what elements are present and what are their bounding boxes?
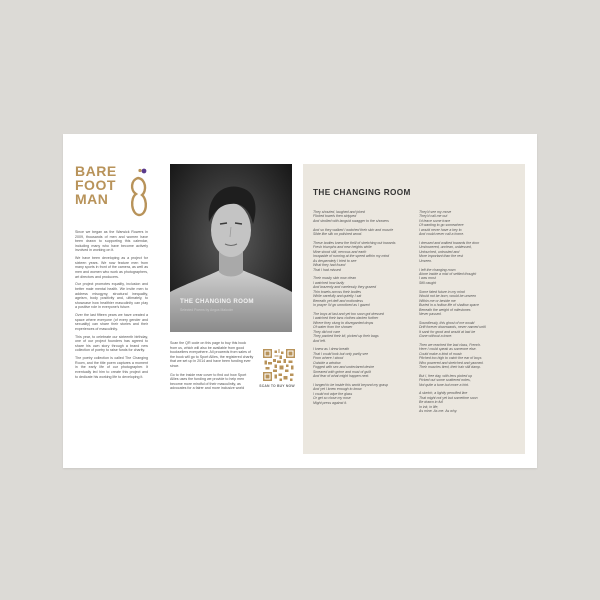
cover-subtitle: Selected Poems by Angus Malcolm bbox=[180, 308, 234, 312]
poem-line: While carefully and quietly I sat bbox=[313, 294, 362, 299]
poem-panel bbox=[303, 164, 525, 454]
poem-line: Might press against it. bbox=[313, 400, 348, 405]
poem-stanza bbox=[419, 268, 521, 286]
intro-paragraph: This year, to celebrate our sixteenth birthday, one of our project founders has agreed to share his own story through a brand new collection of poetry to raise funds for charity. bbox=[75, 334, 148, 353]
poem-line: In prayer I'd go unnoticed as I gazed bbox=[313, 303, 370, 308]
poem-line: Buried in a hollow life of shallow space bbox=[419, 303, 479, 308]
poem-line: Or get so close my nose bbox=[313, 396, 351, 401]
poem-stanza bbox=[313, 347, 415, 378]
intro-paragraph: The poetry collection is called The Changing Room, and the title poem captures a moment in the early life of our photographer. It eventually led him to create this project and to dedicate his working life to developing it. bbox=[75, 356, 148, 379]
brochure-spread bbox=[63, 134, 537, 468]
intro-text-column bbox=[75, 230, 148, 382]
poem-stanza bbox=[313, 276, 415, 307]
poem-line: Never passed. bbox=[419, 311, 442, 316]
poem-stanza bbox=[313, 383, 415, 405]
poem-line: Beneath the weight of milestones bbox=[419, 307, 471, 312]
poem-line: Could make a kind of music bbox=[419, 351, 462, 356]
qr-caption: SCAN TO BUY NOW bbox=[259, 384, 295, 388]
poem-stanza bbox=[419, 391, 521, 413]
poem-line: Soundlessly, this ghost of me would bbox=[419, 320, 475, 325]
poem-line: I longed to be inside this world beyond my grasp bbox=[313, 382, 388, 387]
poem-line: Would not be born, would be unseen bbox=[419, 294, 477, 299]
logo-line-2: FOOT bbox=[75, 177, 116, 193]
poem-line: Unseen. bbox=[419, 258, 433, 263]
poem-line: They'd see my move bbox=[419, 210, 452, 214]
poem-line: Who powered and stretched and yawned. bbox=[419, 360, 484, 365]
footprint-icon bbox=[129, 168, 149, 218]
poem-line: And yet I knew enough to know bbox=[313, 387, 362, 392]
poem-line: And so they walked I watched their skin and muscle bbox=[313, 227, 394, 232]
poem-line: Unshowered, unclean, unblessed, bbox=[419, 245, 472, 250]
poem-stanza bbox=[419, 343, 521, 370]
book-cover bbox=[170, 164, 292, 332]
poem-line: Drift forever downwards, never named until bbox=[419, 325, 486, 330]
poem-line: That I had missed bbox=[313, 267, 341, 272]
poem-line: Flicked towels then stripped bbox=[313, 214, 357, 219]
poem-line: The boys at last and yet too soon got dressed bbox=[313, 311, 384, 316]
poem-line: Then we reached the last class, French. bbox=[419, 342, 482, 347]
poem-line: And strolled with languid swagger to the showers bbox=[313, 218, 389, 223]
poem-line: Within me or beside me bbox=[419, 298, 456, 303]
poem-line: But I, free day, with lens picked up bbox=[419, 373, 473, 378]
poem-column-left bbox=[313, 210, 415, 409]
poem-stanza bbox=[419, 210, 521, 237]
poem-line: And fear of what might happen next. bbox=[313, 373, 370, 378]
poem-stanza bbox=[419, 241, 521, 263]
poem-stanza bbox=[313, 241, 415, 272]
poem-line: They did not care bbox=[313, 329, 341, 334]
poem-line: That I could look but only partly see bbox=[313, 351, 369, 356]
poem-line: Still caught bbox=[419, 280, 437, 285]
poem-line: They shouted, laughed and joked bbox=[313, 210, 365, 214]
poem-line: I dressed and walked towards the door bbox=[419, 241, 480, 246]
logo-line-1: BARE bbox=[75, 163, 117, 179]
poem-line: I watched their tans clothes darken further bbox=[313, 316, 379, 321]
poem-line: Smeared with grime and must of guilt bbox=[313, 369, 371, 374]
poem-line: Here I could speak as someone else. bbox=[419, 347, 477, 352]
poem-stanza bbox=[419, 290, 521, 317]
poem-line: I could not wipe the glass bbox=[313, 391, 353, 396]
poem-line: Picked out some scattered notes, bbox=[419, 378, 471, 383]
intro-paragraph: Our project promotes equality, inclusion and better male mental health. We invite men to address misogyny, structural inequality, ageism, body positivity and, ultimately, to showcase how healthier masculinity can play a positive role in everyone's future. bbox=[75, 282, 148, 310]
poem-line: And could never call a home. bbox=[419, 232, 465, 237]
poem-stanza bbox=[419, 374, 521, 387]
poem-line: I was most bbox=[419, 276, 436, 281]
poem-line: Alone inside a mist of settled thought bbox=[419, 272, 477, 277]
intro-paragraph: Over the last fifteen years we have created a space where everyone (of every gender and sexuality) can share their stories and their experiences of masculinity. bbox=[75, 313, 148, 331]
poem-column-right bbox=[419, 210, 521, 418]
qr-code-icon[interactable] bbox=[263, 349, 295, 381]
poem-line: A sketch, a lightly pencilled line bbox=[419, 391, 468, 396]
poem-line: As desperately I tried to see bbox=[313, 258, 357, 263]
poem-line: I'd leave some trace bbox=[419, 218, 451, 223]
poem-line: Be drawn in full bbox=[419, 400, 443, 405]
poem-line: That might not yet but sometime soon bbox=[419, 395, 478, 400]
barefootman-logo bbox=[75, 164, 145, 222]
poem-line: Thin towels across their bodies bbox=[313, 289, 362, 294]
purchase-paragraph: Go to the inside rear cover to find out how Sport Allies uses the funding we provide to help men become more mindful of their masculinity, as advocates for a fairer and more inclusive world bbox=[170, 372, 247, 391]
poem-line: Of water from the shower bbox=[313, 325, 353, 330]
poem-line: I left the changing room bbox=[419, 267, 456, 272]
poem-stanza bbox=[313, 312, 415, 343]
poem-line: Of wanting to go somewhere bbox=[419, 223, 464, 228]
logo-line-3: MAN bbox=[75, 191, 109, 207]
poem-line: More important than the rest bbox=[419, 254, 463, 259]
poem-line: Where they clung to disregarded drops bbox=[313, 320, 374, 325]
poem-line: As mine. As me. As why. bbox=[419, 409, 458, 414]
poem-line: What they had found bbox=[313, 263, 346, 268]
poem-stanza bbox=[313, 228, 415, 237]
poem-line: Untouched, untrusted and bbox=[419, 249, 460, 254]
intro-paragraph: Since we began as the Warwick Rowers in 2009, thousands of men and women have been drawn to supporting this calendar, including many who have become actively involved in working on it. bbox=[75, 230, 148, 253]
poem-line: Incapable of running at the speed within my mind bbox=[313, 254, 390, 259]
poem-line: In ink, in life, bbox=[419, 404, 439, 409]
poem-line: These bodies knew the thrill of stretching out towards bbox=[313, 240, 396, 245]
poem-line: I would never have a key to bbox=[419, 227, 462, 232]
poem-line: Not quite a tune but more a hint. bbox=[419, 382, 470, 387]
intro-paragraph: We have been developing as a project for sixteen years. We now feature men from many sports in front of the camera, as well as men and women who work as photographers, art directors and producers. bbox=[75, 256, 148, 279]
poem-line: They packed their kit, picked up their bags bbox=[313, 334, 379, 339]
poem-title: THE CHANGING ROOM bbox=[313, 188, 411, 197]
poem-stanza bbox=[419, 321, 521, 339]
poem-line: Gone without a trace. bbox=[419, 334, 453, 339]
poem-line: I watched how lazily bbox=[313, 280, 345, 285]
poem-line: Outside a window bbox=[313, 360, 341, 365]
poem-line: They'd call me out bbox=[419, 214, 448, 219]
poem-line: And brazenly and carelessly they grazed bbox=[313, 285, 377, 290]
poem-line: From where I stood bbox=[313, 356, 344, 361]
poem-line: And left. bbox=[313, 338, 326, 343]
poem-line: Fogged with sex and undeclared desire bbox=[313, 365, 375, 370]
purchase-text bbox=[170, 341, 254, 395]
poem-line: Slide like silk on polished wood. bbox=[313, 232, 363, 237]
poem-line: Fresh triumphs and new heights while bbox=[313, 245, 372, 250]
poem-line: Their musky skin now clean bbox=[313, 276, 356, 281]
poem-line: It sank for good and would at last be bbox=[419, 329, 476, 334]
portrait-photo bbox=[170, 164, 292, 332]
poem-stanza bbox=[313, 210, 415, 223]
poem-line: I knew as I drew breath bbox=[313, 347, 350, 352]
purchase-paragraph: Scan the QR code on this page to buy this book from us, which will also be available from good booksellers everywhere. All proceeds from sales of the book will go to Sport Allies, the registered charity that we set up in 2014 and have been funding ever since. bbox=[170, 341, 254, 368]
poem-line: Pitched too high to catch the ear of boys bbox=[419, 356, 482, 361]
poem-line: Mine stood still, nervous and earth bbox=[313, 249, 367, 254]
poem-line: Beneath yet deft and motionless bbox=[313, 298, 364, 303]
poem-line: Some fated future in my mind bbox=[419, 289, 465, 294]
cover-title: THE CHANGING ROOM bbox=[180, 298, 254, 305]
poem-line: Their muscles tired, their hair still damp. bbox=[419, 365, 481, 370]
